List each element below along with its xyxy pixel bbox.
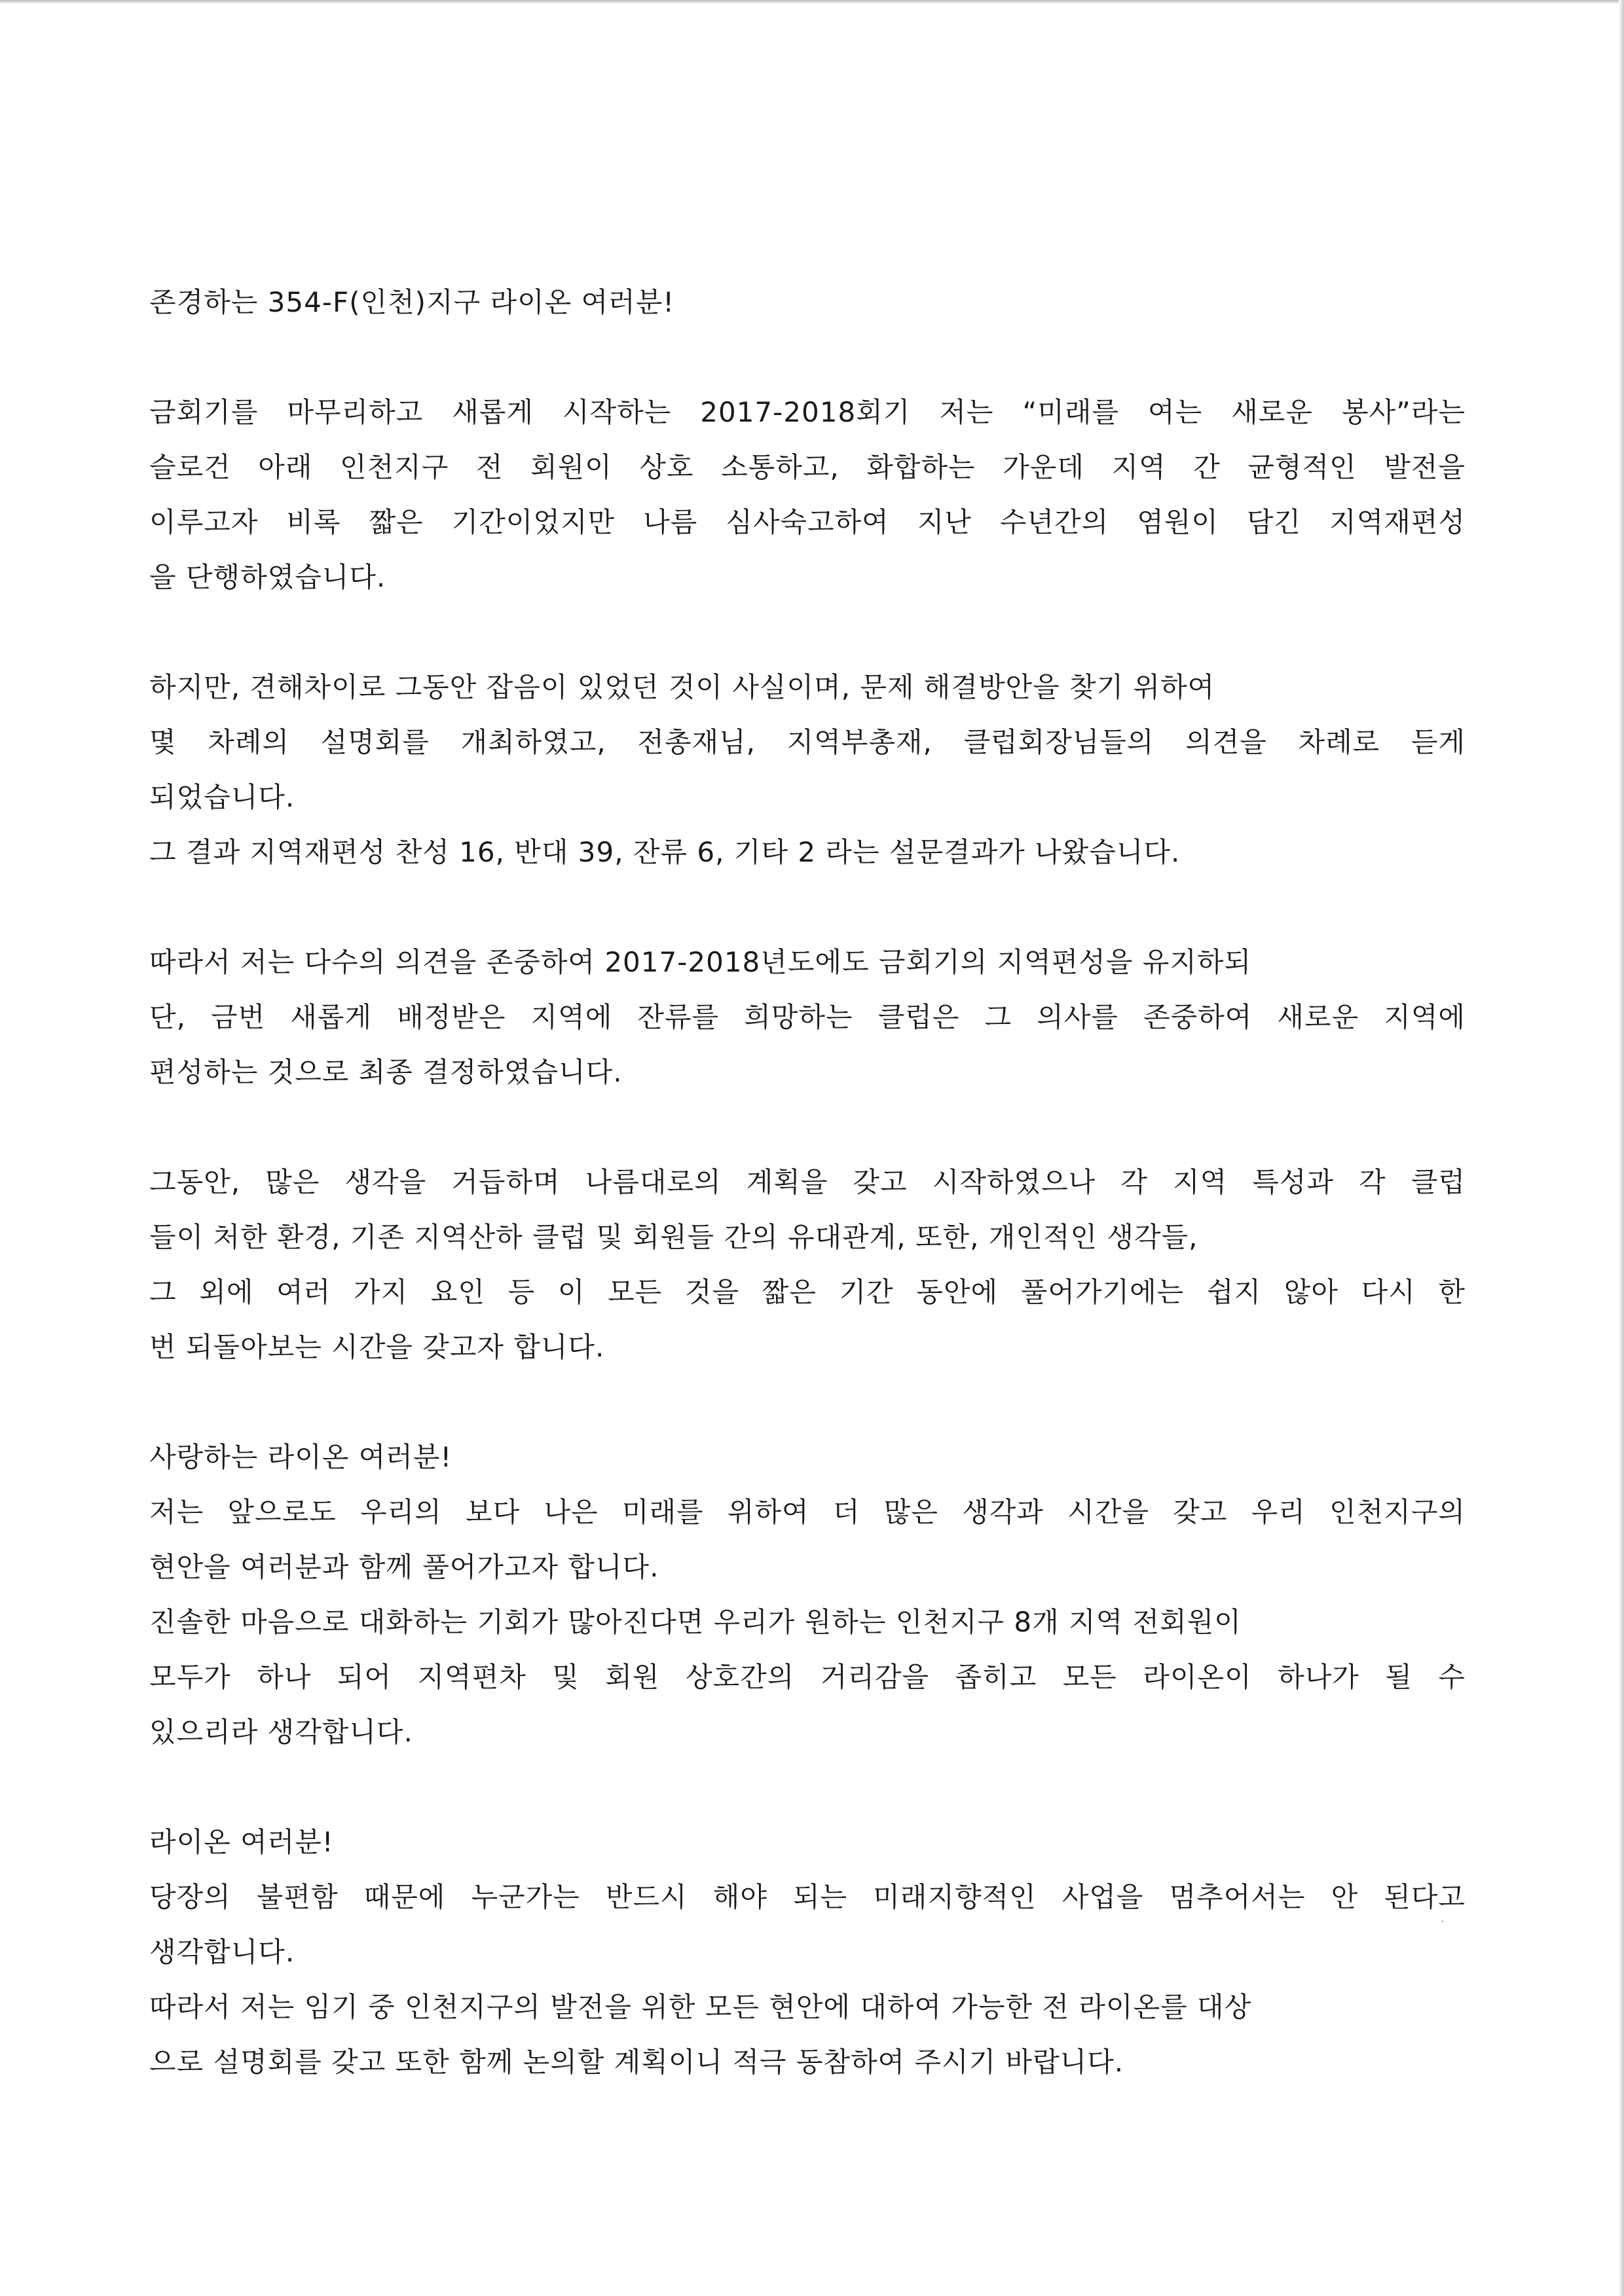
text-line: 진솔한 마음으로 대화하는 기회가 많아진다면 우리가 원하는 인천지구 8개 지역 전회원이 bbox=[149, 1606, 1242, 1638]
text-line: 이루고자 비록 짧은 기간이었지만 나름 심사숙고하여 지난 수년간의 염원이 담긴 지역재편성 bbox=[149, 506, 1466, 538]
text-line: 하지만, 견해차이로 그동안 잡음이 있었던 것이 사실이며, 문제 해결방안을 찾기 위하여 bbox=[149, 671, 1215, 703]
text-line: 라이온 여러분! bbox=[149, 1826, 334, 1858]
text-line: 따라서 저는 임기 중 인천지구의 발전을 위한 모든 현안에 대하여 가능한 전 라이온를 대상 bbox=[149, 1991, 1252, 2023]
text-line: 그 외에 여러 가지 요인 등 이 모든 것을 짧은 기간 동안에 풀어가기에는 쉽지 않아 다시 한 bbox=[149, 1276, 1466, 1308]
paragraph-gap bbox=[149, 1100, 1466, 1155]
text-line: 편성하는 것으로 최종 결정하였습니다. bbox=[149, 1056, 623, 1088]
text-line: 따라서 저는 다수의 의견을 존중하여 2017-2018년도에도 금회기의 지역편성을 유지하되 bbox=[149, 946, 1252, 978]
text-line: 생각합니다. bbox=[149, 1936, 295, 1968]
paragraph-6 bbox=[149, 1815, 1466, 2090]
scan-speck-mark: · bbox=[1441, 1915, 1445, 1929]
text-line: 금회기를 마무리하고 새롭게 시작하는 2017-2018회기 저는 “미래를 여는 새로운 봉사”라는 bbox=[149, 396, 1466, 428]
text-line: 몇 차례의 설명회를 개최하였고, 전총재님, 지역부총재, 클럽회장님들의 의견을 차례로 듣게 bbox=[149, 726, 1466, 758]
text-line: 그 결과 지역재편성 찬성 16, 반대 39, 잔류 6, 기타 2 라는 설문결과가 나왔습니다. bbox=[149, 836, 1181, 868]
text-line: 되었습니다. bbox=[149, 781, 295, 813]
paragraph-3 bbox=[149, 935, 1466, 1100]
text-line: 으로 설명회를 갖고 또한 함께 논의할 계획이니 적극 동참하여 주시기 바랍니다. bbox=[149, 2046, 1124, 2078]
paragraph-5 bbox=[149, 1430, 1466, 1760]
paragraph-gap bbox=[149, 1760, 1466, 1815]
paragraph-1 bbox=[149, 385, 1466, 605]
text-line: 들이 처한 환경, 기존 지역산하 클럽 및 회원들 간의 유대관계, 또한, 개인적인 생각들, bbox=[149, 1221, 1198, 1253]
paragraph-gap bbox=[149, 330, 1466, 385]
text-line: 있으리라 생각합니다. bbox=[149, 1716, 413, 1748]
text-line: 슬로건 아래 인천지구 전 회원이 상호 소통하고, 화합하는 가운데 지역 간 균형적인 발전을 bbox=[149, 451, 1466, 483]
scan-edge-right bbox=[1619, 0, 1624, 2296]
text-line: 번 되돌아보는 시간을 갖고자 합니다. bbox=[149, 1331, 605, 1363]
paragraph-2 bbox=[149, 660, 1466, 880]
text-line: 모두가 하나 되어 지역편차 및 회원 상호간의 거리감을 좁히고 모든 라이온이 하나가 될 수 bbox=[149, 1661, 1466, 1693]
text-line: 당장의 불편함 때문에 누군가는 반드시 해야 되는 미래지향적인 사업을 멈추어서는 안 된다고 bbox=[149, 1881, 1466, 1913]
paragraph-gap bbox=[149, 605, 1466, 660]
letter-body bbox=[149, 275, 1466, 2090]
text-line: 사랑하는 라이온 여러분! bbox=[149, 1441, 452, 1473]
paragraph-gap bbox=[149, 880, 1466, 935]
text-line: 저는 앞으로도 우리의 보다 나은 미래를 위하여 더 많은 생각과 시간을 갖고 우리 인천지구의 bbox=[149, 1496, 1466, 1528]
scan-edge-top bbox=[0, 0, 1624, 4]
paragraph-gap bbox=[149, 1375, 1466, 1430]
text-line: 단, 금번 새롭게 배정받은 지역에 잔류를 희망하는 클럽은 그 의사를 존중하여 새로운 지역에 bbox=[149, 1001, 1466, 1033]
text-line: 현안을 여러분과 함께 풀어가고자 합니다. bbox=[149, 1551, 659, 1583]
text-line: 그동안, 많은 생각을 거듭하며 나름대로의 계획을 갖고 시작하였으나 각 지역 특성과 각 클럽 bbox=[149, 1166, 1466, 1198]
paragraph-4 bbox=[149, 1155, 1466, 1375]
greeting: 존경하는 354-F(인천)지구 라이온 여러분! bbox=[149, 286, 675, 318]
text-line: 을 단행하였습니다. bbox=[149, 561, 386, 593]
